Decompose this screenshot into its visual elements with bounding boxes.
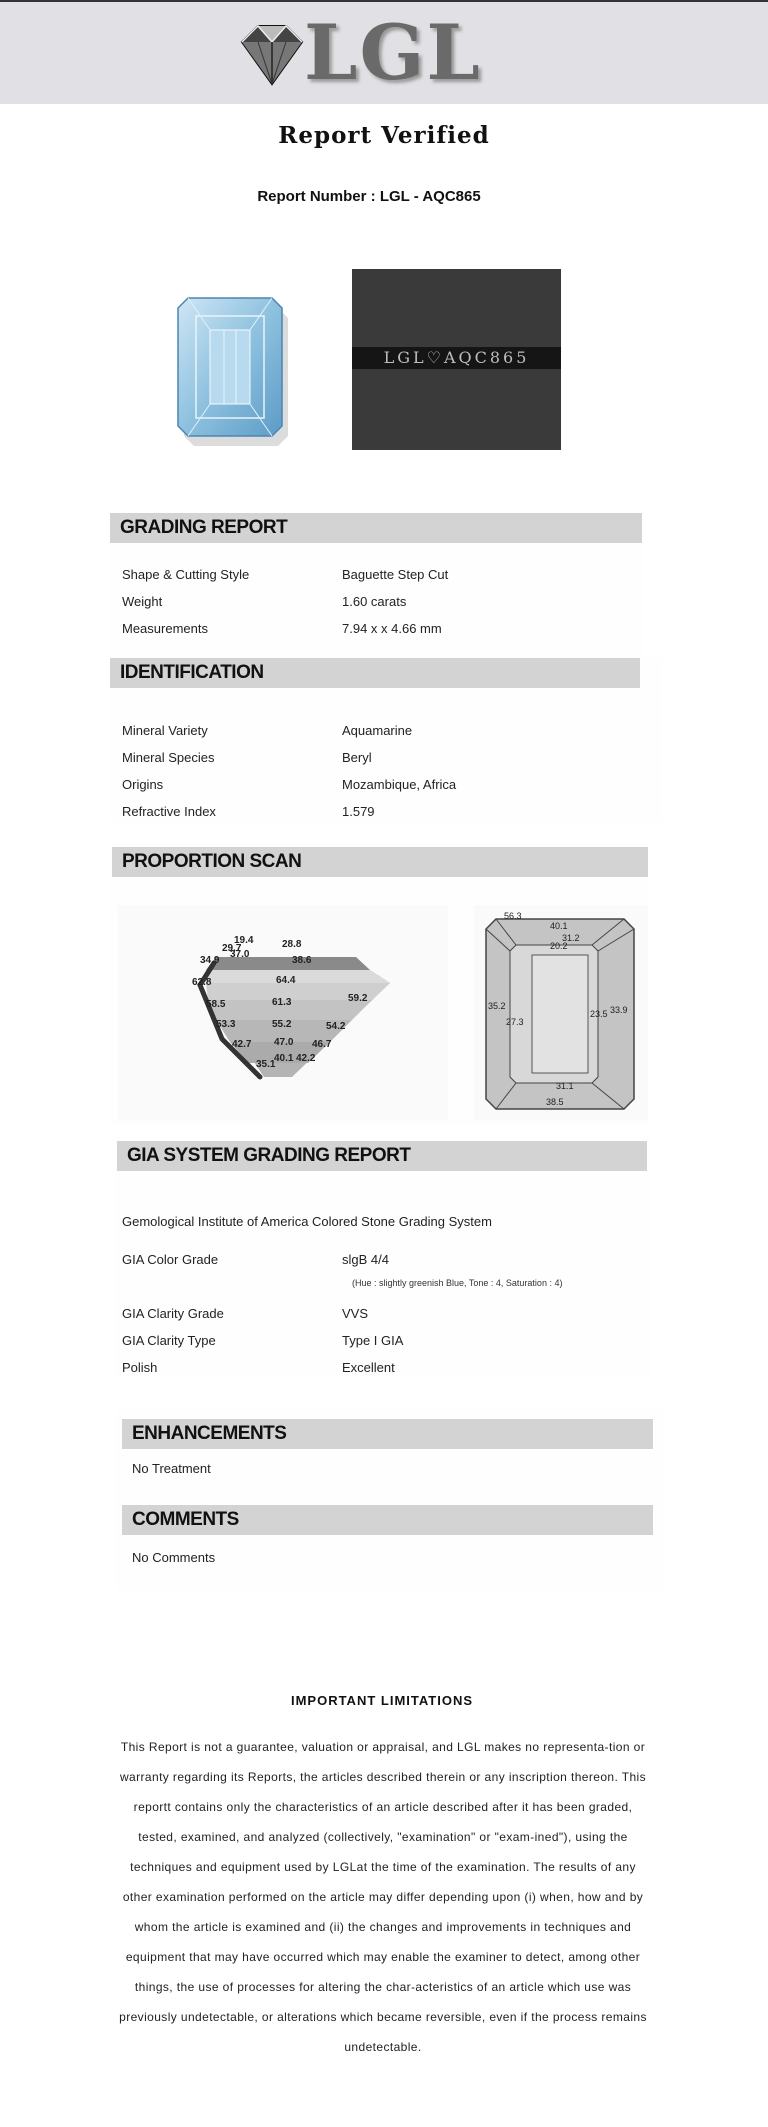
identification-heading: IDENTIFICATION xyxy=(110,658,640,688)
side-label: 59.2 xyxy=(348,993,368,1004)
grading-value-weight: 1.60 carats xyxy=(342,594,407,609)
side-label: 34.9 xyxy=(200,955,220,966)
page-title: Report Verified xyxy=(278,122,490,149)
lgl-logo[interactable] xyxy=(232,8,492,97)
gia-label-color: GIA Color Grade xyxy=(122,1252,219,1267)
limitations-heading: IMPORTANT LIMITATIONS xyxy=(290,1693,474,1708)
grading-value-shape: Baguette Step Cut xyxy=(342,567,449,582)
gia-label-polish: Polish xyxy=(122,1360,158,1375)
comments-text: No Comments xyxy=(132,1550,216,1565)
side-label: 61.3 xyxy=(272,997,292,1008)
side-label: 28.8 xyxy=(282,939,302,950)
gia-value-color: slgB 4/4 xyxy=(342,1252,389,1267)
gia-color-note: (Hue : slightly greenish Blue, Tone : 4, Saturation : 4) xyxy=(352,1278,563,1288)
proportion-heading: PROPORTION SCAN xyxy=(112,847,648,877)
top-label: 27.3 xyxy=(506,1017,524,1027)
header-banner xyxy=(0,2,768,104)
logo-text: LGL xyxy=(304,8,482,97)
gia-label-clarity-grade: GIA Clarity Grade xyxy=(122,1306,224,1321)
top-label: 38.5 xyxy=(546,1097,564,1107)
side-label: 55.2 xyxy=(272,1019,292,1030)
gia-value-polish: Excellent xyxy=(342,1360,395,1375)
enhancements-text: No Treatment xyxy=(132,1461,211,1476)
grading-label-shape: Shape & Cutting Style xyxy=(122,567,250,582)
gia-value-clarity-grade: VVS xyxy=(342,1306,369,1321)
limitations-text: This Report is not a guarantee, valuation or appraisal, and LGL makes no representa-tion or warranty regarding its Reports, the articles described therein or any inscription thereon. This reportt contains only the characteristics of an article described after it has been graded, tested, examined, and analyzed (collectively, "examination" or "exam-ined"), using the techniques and equipment used by LGLat the time of the examination. The results of any other examination performed on the article may differ depending upon (i) when, how and by whom the article is examined and (ii) the changes and improvements in techniques and equipment that may have occurred which may enable the examiner to detect, among other things, the use of processes for altering the char-acteristics of an article which use was previously undetectable, or alterations which became reversible, even if the process remains undetectable. xyxy=(119,1740,647,2054)
top-label: 56.3 xyxy=(504,911,522,921)
top-label: 23.5 xyxy=(590,1009,608,1019)
side-label: 35.1 xyxy=(256,1059,276,1070)
identification-value-species: Beryl xyxy=(342,750,372,765)
grading-label-weight: Weight xyxy=(122,594,163,609)
side-label: 62.8 xyxy=(192,977,212,988)
grading-label-measurements: Measurements xyxy=(122,621,208,636)
identification-value-variety: Aquamarine xyxy=(342,723,413,738)
gia-heading: GIA SYSTEM GRADING REPORT xyxy=(117,1141,647,1171)
side-label: 53.3 xyxy=(216,1019,236,1030)
laser-inscription: LGL♡AQC865 xyxy=(352,347,561,369)
identification-label-variety: Mineral Variety xyxy=(122,723,208,738)
side-label: 42.2 xyxy=(296,1053,316,1064)
identification-label-origins: Origins xyxy=(122,777,164,792)
side-label: 58.5 xyxy=(206,999,226,1010)
identification-label-ri: Refractive Index xyxy=(122,804,216,819)
top-label: 31.1 xyxy=(556,1081,574,1091)
side-profile-diagram xyxy=(118,905,448,1120)
side-label: 46.7 xyxy=(312,1039,332,1050)
enhancements-heading: ENHANCEMENTS xyxy=(122,1419,653,1449)
grading-value-measurements: 7.94 x x 4.66 mm xyxy=(342,621,442,636)
top-label: 35.2 xyxy=(488,1001,506,1011)
identification-value-ri: 1.579 xyxy=(342,804,375,819)
side-label: 42.7 xyxy=(232,1039,252,1050)
gia-system-text: Gemological Institute of America Colored Stone Grading System xyxy=(122,1214,492,1229)
side-label: 38.6 xyxy=(292,955,312,966)
top-label: 33.9 xyxy=(610,1005,628,1015)
top-label: 20.2 xyxy=(550,941,568,951)
side-label: 64.4 xyxy=(276,975,296,986)
top-label: 40.1 xyxy=(550,921,568,931)
report-number: Report Number : LGL - AQC865 xyxy=(257,188,481,205)
side-label: 19.4 xyxy=(234,935,254,946)
top-view-diagram xyxy=(474,905,648,1120)
gem-photo xyxy=(136,272,326,458)
side-label: 47.0 xyxy=(274,1037,294,1048)
top-label: 31.2 xyxy=(562,933,580,943)
identification-value-origins: Mozambique, Africa xyxy=(342,777,457,792)
grading-heading: GRADING REPORT xyxy=(110,513,642,543)
side-label: 37.0 xyxy=(230,949,250,960)
identification-label-species: Mineral Species xyxy=(122,750,215,765)
side-label: 40.1 xyxy=(274,1053,294,1064)
side-label: 54.2 xyxy=(326,1021,346,1032)
comments-heading: COMMENTS xyxy=(122,1505,653,1535)
side-label: 29.7 xyxy=(222,943,242,954)
gia-label-clarity-type: GIA Clarity Type xyxy=(122,1333,216,1348)
gia-value-clarity-type: Type I GIA xyxy=(342,1333,404,1348)
inscription-photo xyxy=(352,269,561,450)
diamond-icon xyxy=(232,20,312,90)
